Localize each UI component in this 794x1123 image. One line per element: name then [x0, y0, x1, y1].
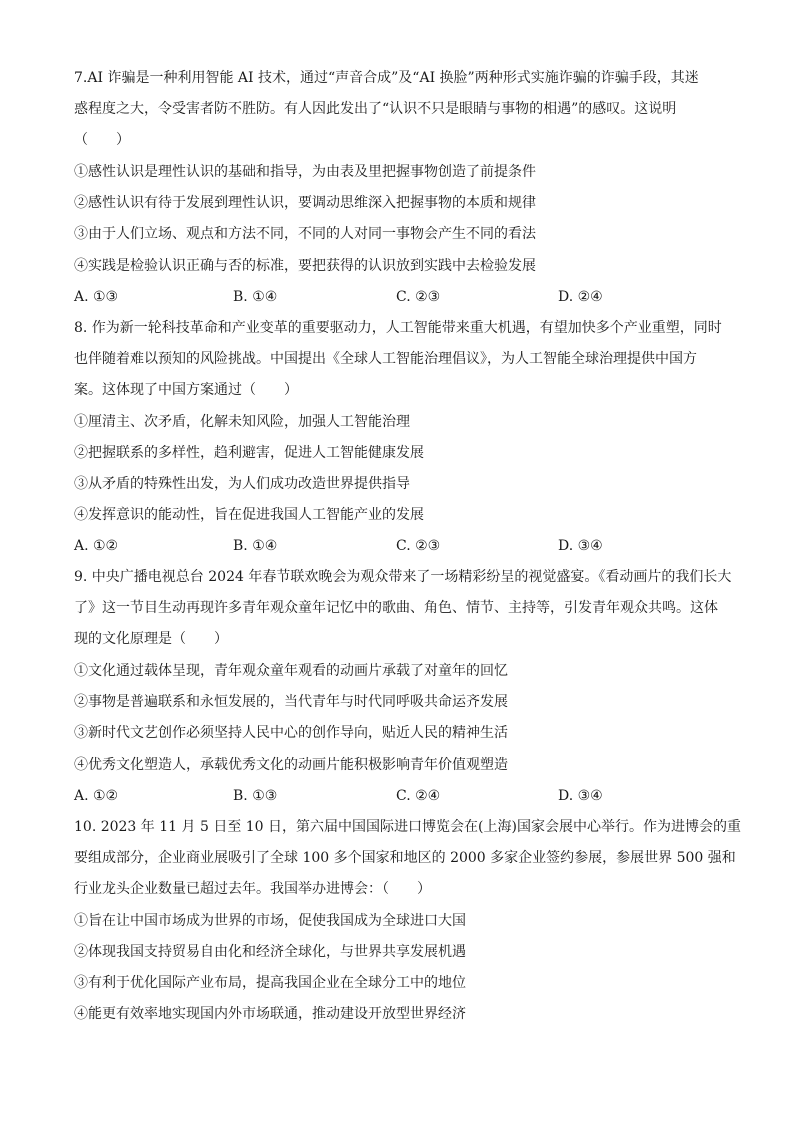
question-stem-line: 了》这一节目生动再现许多青年观众童年记忆中的歌曲、角色、情节、主持等，引发青年观众共鸣。这体 — [74, 600, 718, 616]
statement: ③新时代文艺创作必须坚持人民中心的创作导向，贴近人民的精神生活 — [74, 725, 508, 741]
option-d: D. ③④ — [558, 788, 603, 804]
option-c: C. ②④ — [396, 788, 441, 804]
question-stem-line: 8. 作为新一轮科技革命和产业变革的重要驱动力，人工智能带来重大机遇，有望加快多个产业重塑，同时 — [74, 320, 722, 336]
question-stem-line: 行业龙头企业数量已超过去年。我国举办进博会：（ ） — [74, 881, 431, 897]
statement: ②体现我国支持贸易自由化和经济全球化，与世界共享发展机遇 — [74, 944, 466, 960]
question-stem-line: 7.AI 诈骗是一种利用智能 AI 技术，通过“声音合成”及“AI 换脸”两种形式实施诈骗的诈骗手段，其迷 — [74, 70, 699, 86]
statement: ③由于人们立场、观点和方法不同，不同的人对同一事物会产生不同的看法 — [74, 226, 536, 242]
option-c: C. ②③ — [396, 289, 441, 305]
statement: ①感性认识是理性认识的基础和指导，为由表及里把握事物创造了前提条件 — [74, 164, 536, 180]
statement: ①旨在让中国市场成为世界的市场，促使我国成为全球进口大国 — [74, 913, 466, 929]
statement: ④能更有效率地实现国内外市场联通，推动建设开放型世界经济 — [74, 1006, 466, 1022]
statement: ①厘清主、次矛盾，化解未知风险，加强人工智能治理 — [74, 414, 410, 430]
option-b: B. ①④ — [233, 538, 278, 554]
question-stem-line: 惑程度之大，令受害者防不胜防。有人因此发出了“认识不只是眼睛与事物的相遇”的感叹。这说明 — [74, 101, 677, 117]
option-c: C. ②③ — [396, 538, 441, 554]
statement: ②把握联系的多样性，趋利避害，促进人工智能健康发展 — [74, 445, 424, 461]
question-stem-line: 也伴随着难以预知的风险挑战。中国提出《全球人工智能治理倡议》，为人工智能全球治理提供中国方 — [74, 351, 697, 367]
option-d: D. ③④ — [558, 538, 603, 554]
option-b: B. ①④ — [233, 289, 278, 305]
question-stem-line: 现的文化原理是（ ） — [74, 631, 228, 647]
statement: ②事物是普遍联系和永恒发展的，当代青年与时代同呼吸共命运齐发展 — [74, 694, 508, 710]
question-stem-line: 9. 中央广播电视总台 2024 年春节联欢晚会为观众带来了一场精彩纷呈的视觉盛宴。《看动画片的我们长大 — [74, 569, 732, 585]
option-a: A. ①② — [74, 788, 119, 804]
question-stem-line: 要组成部分，企业商业展吸引了全球 100 多个国家和地区的 2000 多家企业签约参展，参展世界 500 强和 — [74, 850, 736, 866]
statement: ④实践是检验认识正确与否的标准，要把获得的认识放到实践中去检验发展 — [74, 258, 536, 274]
statement: ①文化通过载体呈现，青年观众童年观看的动画片承载了对童年的回忆 — [74, 663, 508, 679]
option-a: A. ①③ — [74, 289, 119, 305]
statement: ④优秀文化塑造人，承载优秀文化的动画片能积极影响青年价值观塑造 — [74, 757, 508, 773]
question-stem-line: （ ） — [74, 132, 130, 148]
statement: ③从矛盾的特殊性出发，为人们成功改造世界提供指导 — [74, 476, 410, 492]
statement: ②感性认识有待于发展到理性认识，要调动思维深入把握事物的本质和规律 — [74, 195, 536, 211]
question-stem-line: 案。这体现了中国方案通过（ ） — [74, 382, 298, 398]
statement: ④发挥意识的能动性，旨在促进我国人工智能产业的发展 — [74, 507, 424, 523]
question-stem-line: 10. 2023 年 11 月 5 日至 10 日，第六届中国国际进口博览会在(上海)国家会展中心举行。作为进博会的重 — [74, 819, 741, 835]
statement: ③有利于优化国际产业布局，提高我国企业在全球分工中的地位 — [74, 975, 466, 991]
option-b: B. ①③ — [233, 788, 278, 804]
option-a: A. ①② — [74, 538, 119, 554]
option-d: D. ②④ — [558, 289, 603, 305]
